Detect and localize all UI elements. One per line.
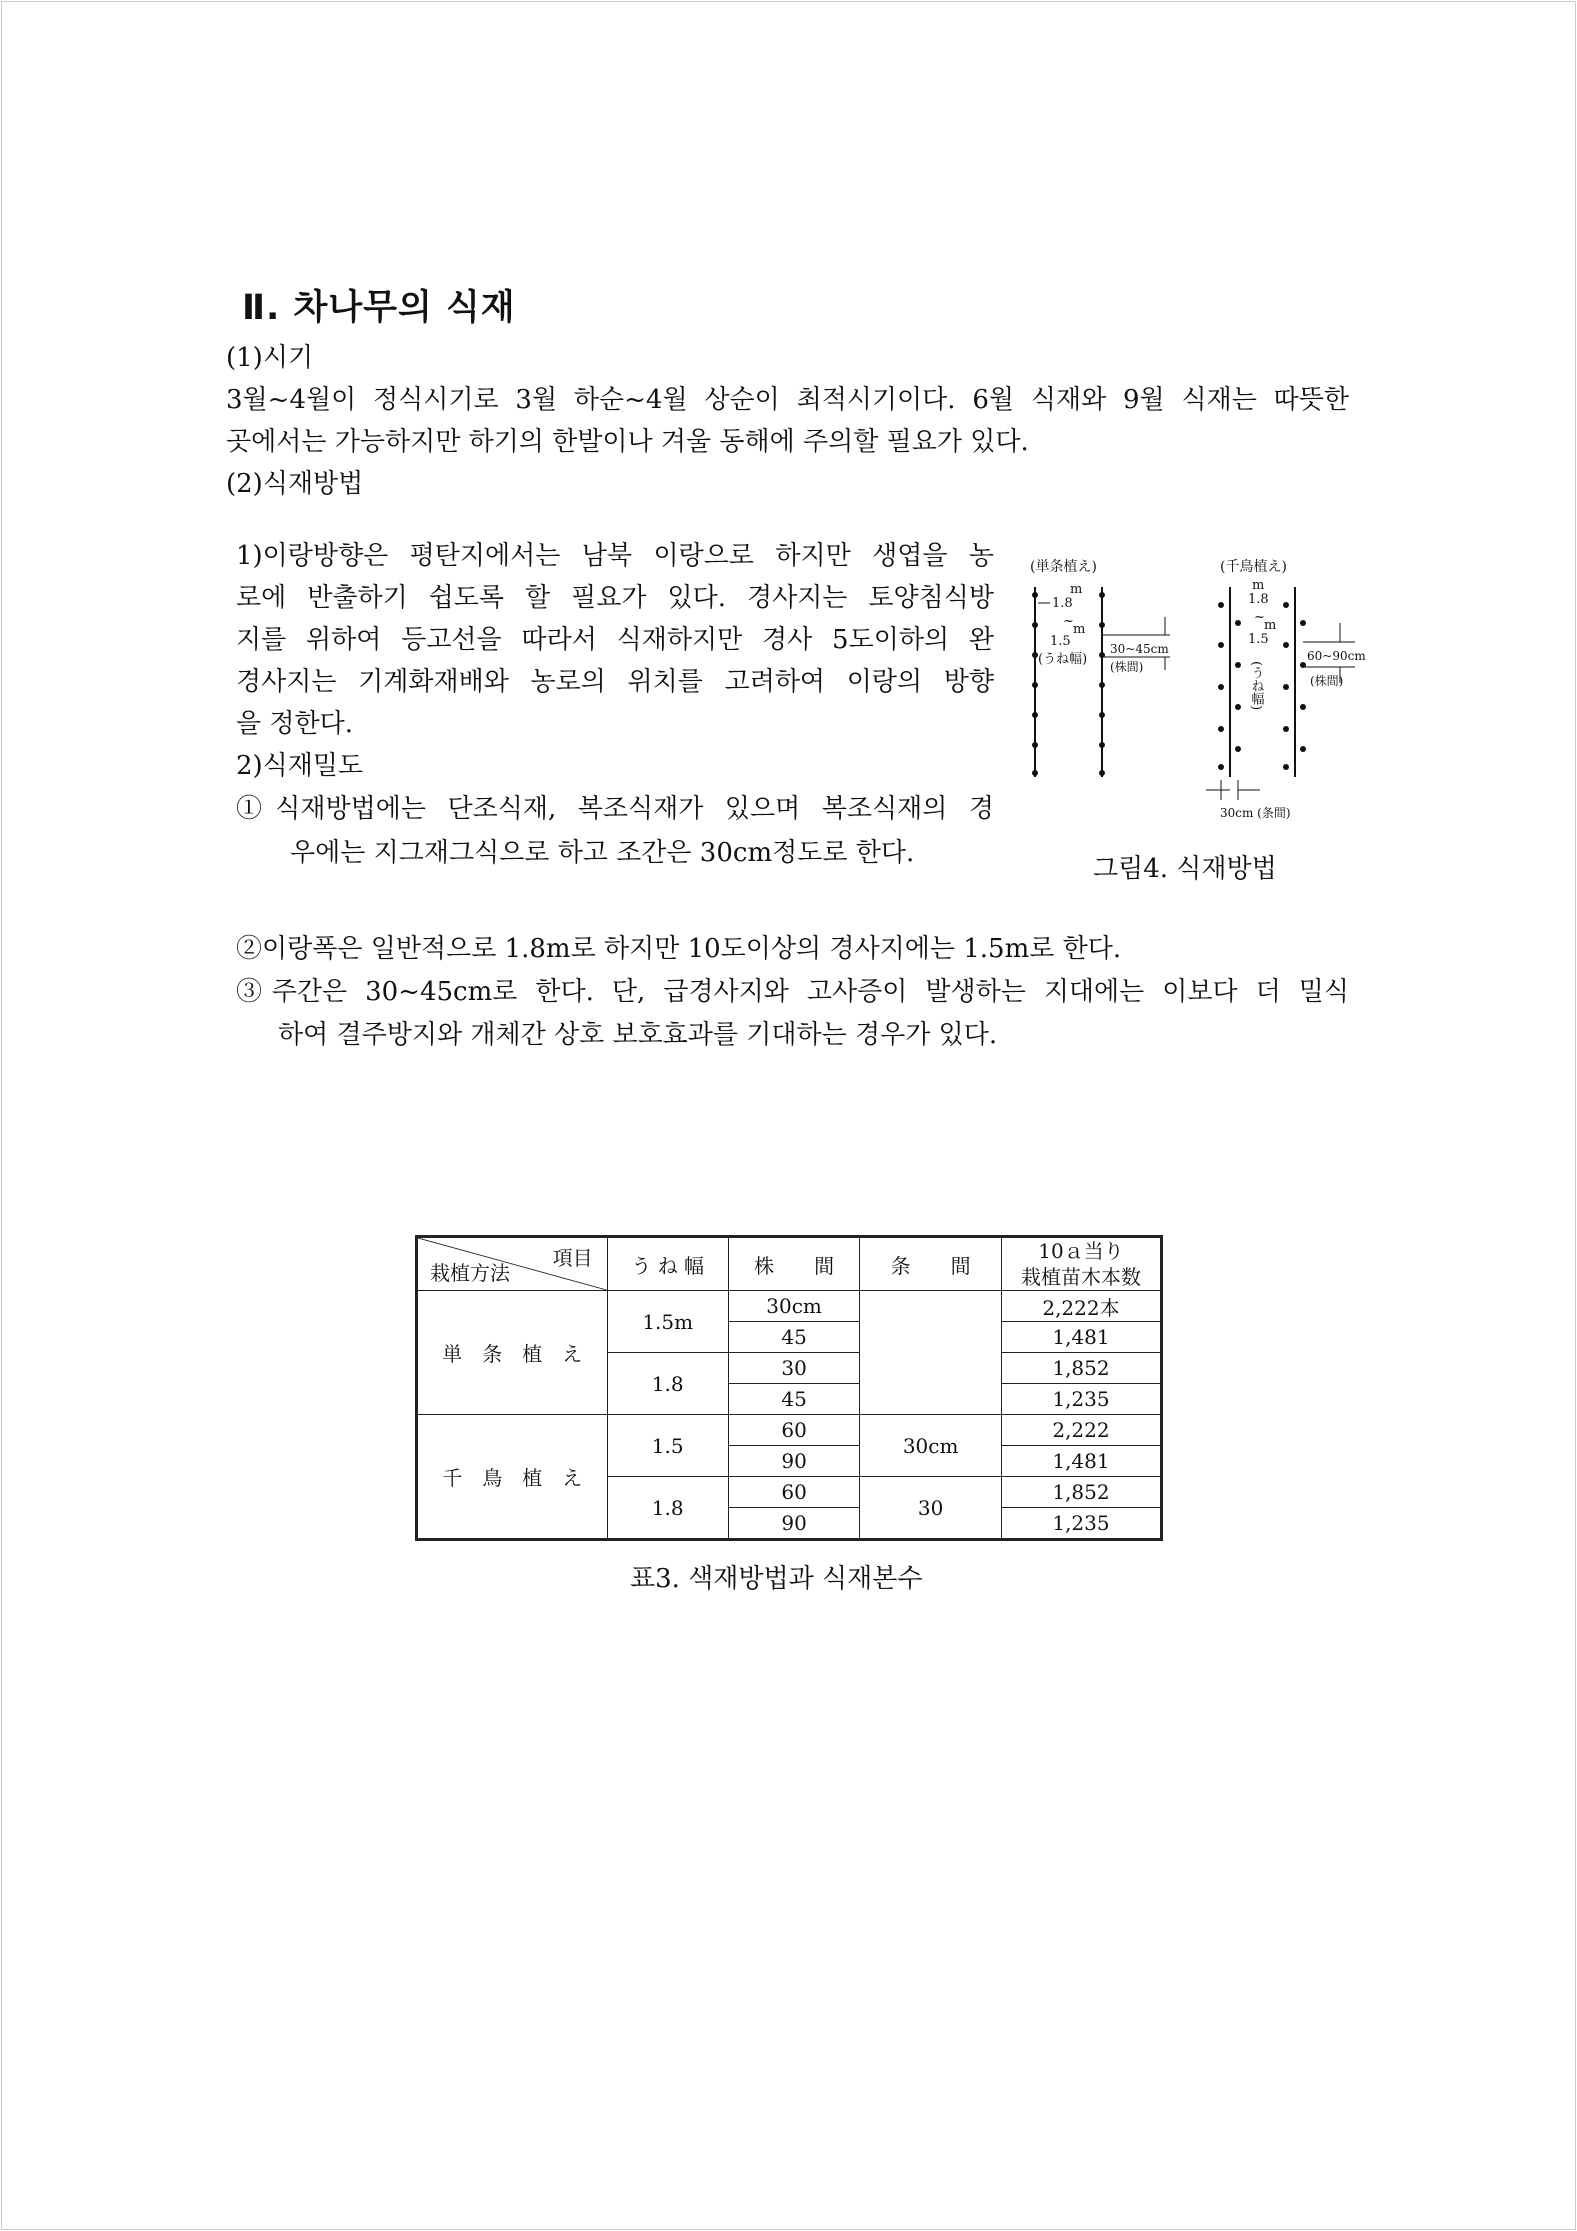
timing-paragraph-line-1: 3월~4월이 정식시기로 3월 하순~4월 상순이 최적시기이다. 6월 식재와 9월 식재는 따뜻한 — [226, 385, 1349, 415]
single-tilde: ~ — [1063, 614, 1074, 629]
ridge-direction-line-2: 로에 반출하기 쉽도록 할 필요가 있다. 경사지는 토양침식방 — [236, 583, 994, 613]
header-seedling-count-2: 栽植苗木本数 — [1020, 1265, 1141, 1289]
density-item-1-line-2: 우에는 지그재그식으로 하고 조간은 30cm정도로 한다. — [290, 838, 915, 868]
ridge-width-cell: 1.5m — [607, 1291, 728, 1353]
plant-interval-cell: 90 — [728, 1508, 859, 1540]
density-item-1-line-1: ①식재방법에는 단조식재, 복조식재가 있으며 복조식재의 경 — [236, 794, 994, 824]
header-ridge-width: う ね 幅 — [607, 1237, 728, 1291]
ridge-width-cell: 1.8 — [607, 1353, 728, 1415]
figure-caption: 그림4. 식재방법 — [1093, 854, 1277, 884]
header-item: 項目 — [552, 1246, 593, 1270]
plant-interval-cell: 45 — [728, 1322, 859, 1353]
zigzag-m: m — [1264, 618, 1277, 633]
seedling-count-cell: 2,222本 — [1001, 1291, 1161, 1322]
plant-interval-cell: 60 — [728, 1415, 859, 1446]
table-caption: 표3. 색재방법과 식재본수 — [630, 1564, 923, 1594]
density-item-3-line-1: ③주간은 30~45cm로 한다. 단, 급경사지와 고사증이 발생하는 지대에는 이보다 더 밀식 — [236, 977, 1349, 1007]
section-title: Ⅱ. 차나무의 식재 — [242, 288, 516, 328]
zigzag-plant-interval: (株間) — [1310, 674, 1344, 688]
single-width-min: 1.5 — [1050, 634, 1071, 649]
subsection-heading-method: (2)식재방법 — [226, 469, 364, 499]
header-seedling-count — [1001, 1237, 1161, 1291]
ridge-direction-line-1: 1)이랑방향은 평탄지에서는 남북 이랑으로 하지만 생엽을 농 — [236, 541, 994, 571]
zigzag-width-min: 1.5 — [1248, 632, 1269, 647]
seedling-count-cell: 1,852 — [1001, 1477, 1161, 1508]
single-plant-interval: (株間) — [1110, 660, 1144, 674]
planting-method-diagram — [1010, 545, 1370, 825]
subsection-heading-timing: (1)시기 — [226, 343, 314, 373]
zigzag-width-max: 1.8 — [1248, 592, 1269, 607]
header-method: 栽植方法 — [430, 1261, 510, 1285]
row-interval-empty — [860, 1291, 1002, 1415]
zigzag-m-top: m — [1252, 578, 1265, 593]
density-item-2: ②이랑폭은 일반적으로 1.8m로 하지만 10도이상의 경사지에는 1.5m로 한다. — [236, 934, 1122, 964]
method-single-row: 単 条 植 え — [417, 1291, 608, 1415]
timing-paragraph-line-2: 곳에서는 가능하지만 하기의 한발이나 겨울 동해에 주의할 필요가 있다. — [226, 427, 1029, 457]
header-plant-interval: 株 間 — [728, 1237, 859, 1291]
seedling-count-cell: 2,222 — [1001, 1415, 1161, 1446]
seedling-count-cell: 1,852 — [1001, 1353, 1161, 1384]
single-ridge-width: (うね幅) — [1038, 652, 1088, 667]
seedling-count-cell: 1,235 — [1001, 1508, 1161, 1540]
plant-interval-cell: 45 — [728, 1384, 859, 1415]
single-m: m — [1073, 622, 1086, 637]
row-interval-cell: 30 — [860, 1477, 1002, 1540]
single-width-max: 1.8 — [1052, 596, 1073, 611]
header-diagonal-cell — [417, 1237, 608, 1291]
plant-interval-cell: 30cm — [728, 1291, 859, 1322]
single-spacing: 30~45cm — [1110, 642, 1169, 656]
plant-interval-cell: 30 — [728, 1353, 859, 1384]
method-zigzag: 千 鳥 植 え — [417, 1415, 608, 1540]
planting-density-heading: 2)식재밀도 — [236, 751, 364, 781]
ridge-width-cell: 1.8 — [607, 1477, 728, 1540]
seedling-count-cell: 1,235 — [1001, 1384, 1161, 1415]
zigzag-ridge-width: (うね幅) — [1248, 661, 1264, 711]
header-row-interval: 条 間 — [860, 1237, 1002, 1291]
single-m-top: m — [1070, 582, 1083, 597]
zigzag-label: (千鳥植え) — [1220, 559, 1287, 575]
ridge-direction-line-5: 을 정한다. — [236, 709, 353, 739]
ridge-direction-line-3: 지를 위하여 등고선을 따라서 식재하지만 경사 5도이하의 완 — [236, 625, 994, 655]
single-row-label: (単条植え) — [1030, 559, 1097, 575]
plant-interval-cell: 60 — [728, 1477, 859, 1508]
zigzag-row-spacing: 30cm (条間) — [1220, 806, 1291, 820]
density-item-3-line-2: 하여 결주방지와 개체간 상호 보호효과를 기대하는 경우가 있다. — [278, 1020, 998, 1050]
plant-interval-cell: 90 — [728, 1446, 859, 1477]
seedling-count-cell: 1,481 — [1001, 1446, 1161, 1477]
ridge-direction-line-4: 경사지는 기계화재배와 농로의 위치를 고려하여 이랑의 방향 — [236, 667, 994, 697]
ridge-width-cell: 1.5 — [607, 1415, 728, 1477]
page-border — [1, 1, 1576, 2230]
header-seedling-count-1: 10ａ当り — [1038, 1239, 1124, 1263]
zigzag-tilde: ~ — [1254, 610, 1265, 625]
row-interval-cell: 30cm — [860, 1415, 1002, 1477]
planting-table — [415, 1235, 1163, 1541]
zigzag-spacing: 60~90cm — [1307, 649, 1366, 663]
seedling-count-cell: 1,481 — [1001, 1322, 1161, 1353]
